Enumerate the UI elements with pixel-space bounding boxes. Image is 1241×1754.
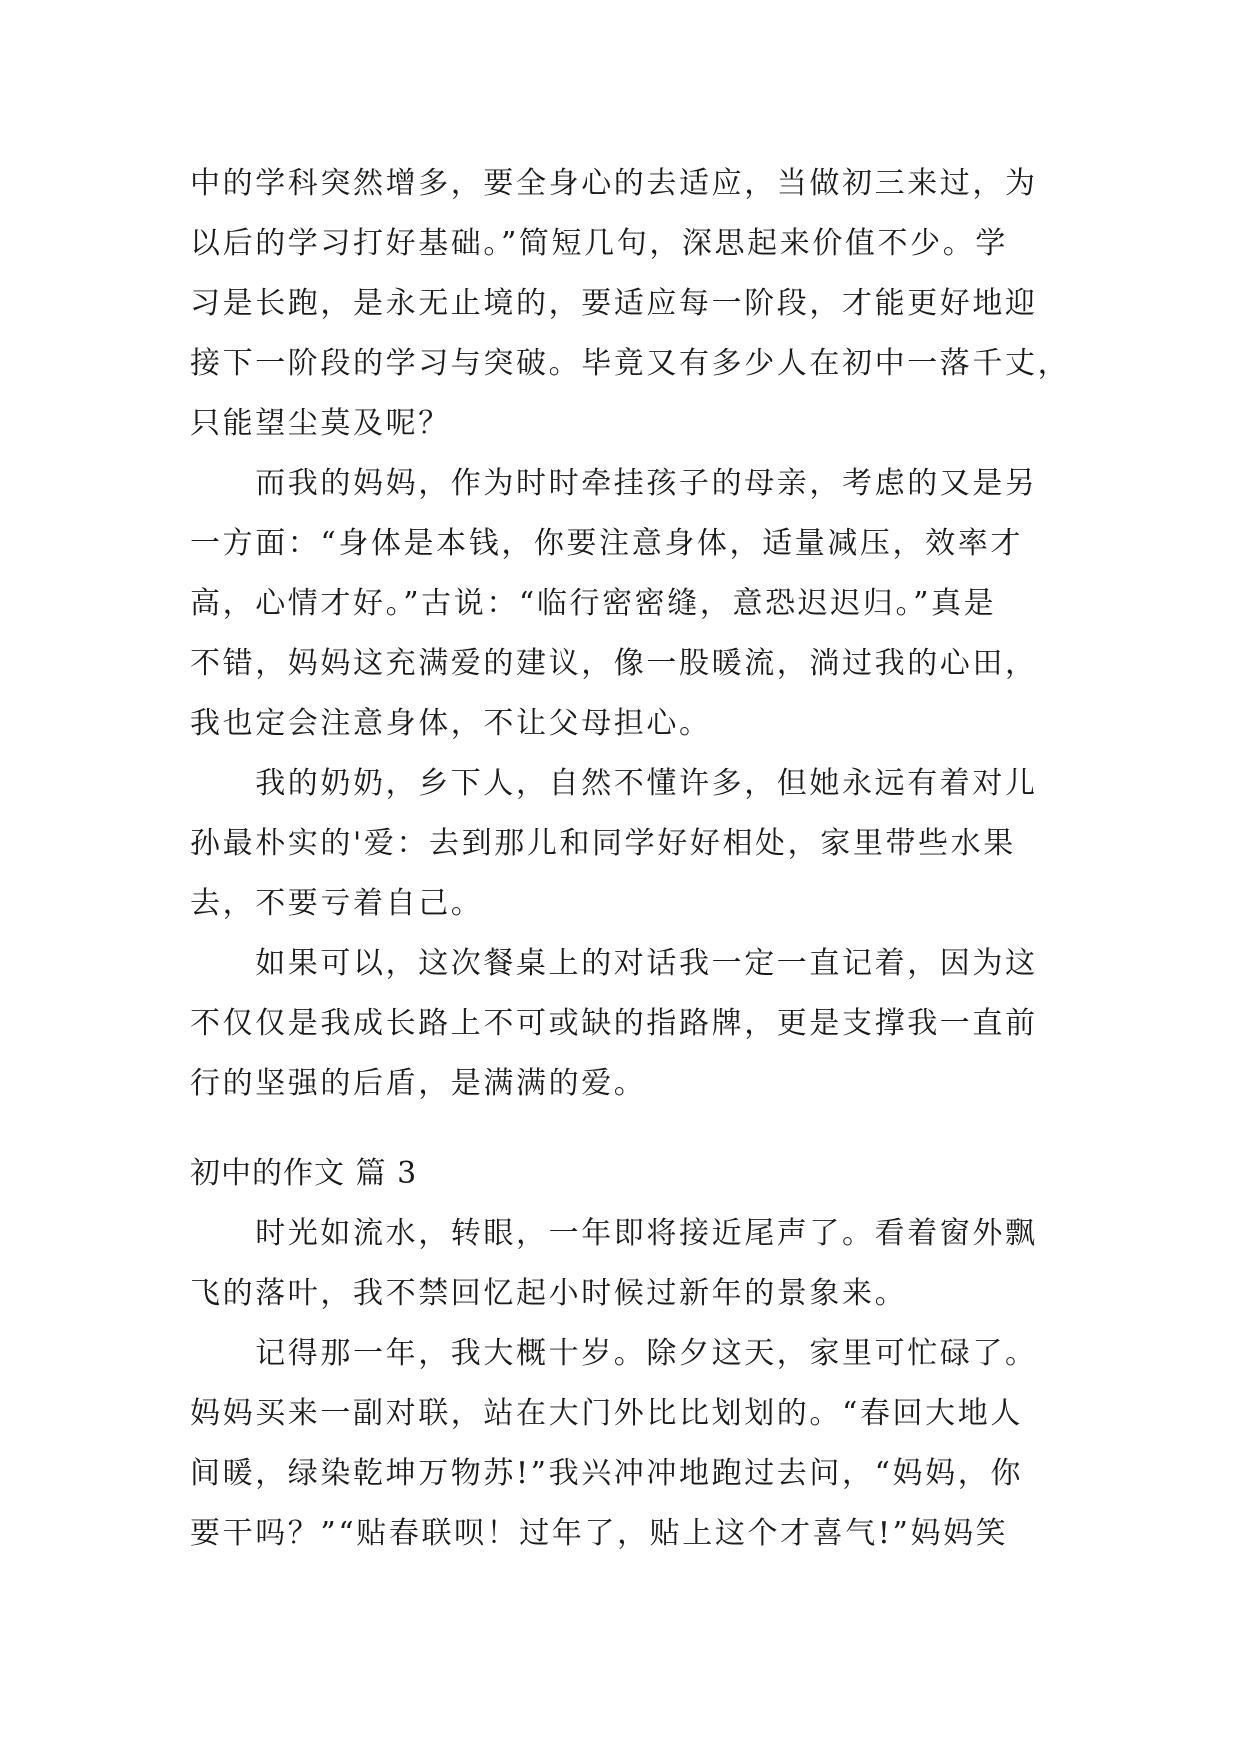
text-line: 高，心情才好。”古说：“临行密密缝，意恐迟迟归。”真是 — [190, 586, 997, 621]
text-line: 去，不要亏着自己。 — [190, 886, 484, 921]
text-line: 只能望尘莫及呢？ — [190, 406, 451, 441]
text-line: 接下一阶段的学习与突破。毕竟又有多少人在初中一落千丈， — [190, 346, 1071, 381]
text-line: 我的奶奶，乡下人，自然不懂许多，但她永远有着对儿 — [190, 766, 1038, 801]
text-line: 妈妈买来一副对联，站在大门外比比划划的。“春回大地人 — [190, 1396, 1023, 1431]
text-line: 如果可以，这次餐桌上的对话我一定一直记着，因为这 — [190, 946, 1038, 981]
text-line: 我也定会注意身体，不让父母担心。 — [190, 706, 712, 741]
text-line: 要干吗？”“贴春联呗！过年了，贴上这个才喜气!”妈妈笑 — [190, 1516, 1009, 1551]
text-line: 行的坚强的后盾，是满满的爱。 — [190, 1066, 647, 1101]
text-line: 飞的落叶，我不禁回忆起小时候过新年的景象来。 — [190, 1276, 908, 1311]
text-line: 时光如流水，转眼，一年即将接近尾声了。看着窗外飘 — [190, 1216, 1038, 1251]
text-line: 间暖，绿染乾坤万物苏!”我兴冲冲地跑过去问，“妈妈，你 — [190, 1456, 1023, 1491]
text-line: 不错，妈妈这充满爱的建议，像一股暖流，淌过我的心田， — [190, 646, 1038, 681]
text-line: 记得那一年，我大概十岁。除夕这天，家里可忙碌了。 — [190, 1336, 1038, 1371]
text-line: 而我的妈妈，作为时时牵挂孩子的母亲，考虑的又是另 — [190, 466, 1038, 501]
text-line: 一方面：“身体是本钱，你要注意身体，适量减压，效率才 — [190, 526, 1023, 561]
section-heading: 初中的作文 篇 3 — [190, 1156, 418, 1191]
text-line: 以后的学习打好基础。”简短几句，深思起来价值不少。学 — [190, 226, 1008, 261]
text-line: 习是长跑，是永无止境的，要适应每一阶段，才能更好地迎 — [190, 286, 1038, 321]
text-line: 中的学科突然增多，要全身心的去适应，当做初三来过，为 — [190, 166, 1038, 201]
text-line: 不仅仅是我成长路上不可或缺的指路牌，更是支撑我一直前 — [190, 1006, 1038, 1041]
text-line: 孙最朴实的'爱：去到那儿和同学好好相处，家里带些水果 — [190, 826, 1016, 861]
